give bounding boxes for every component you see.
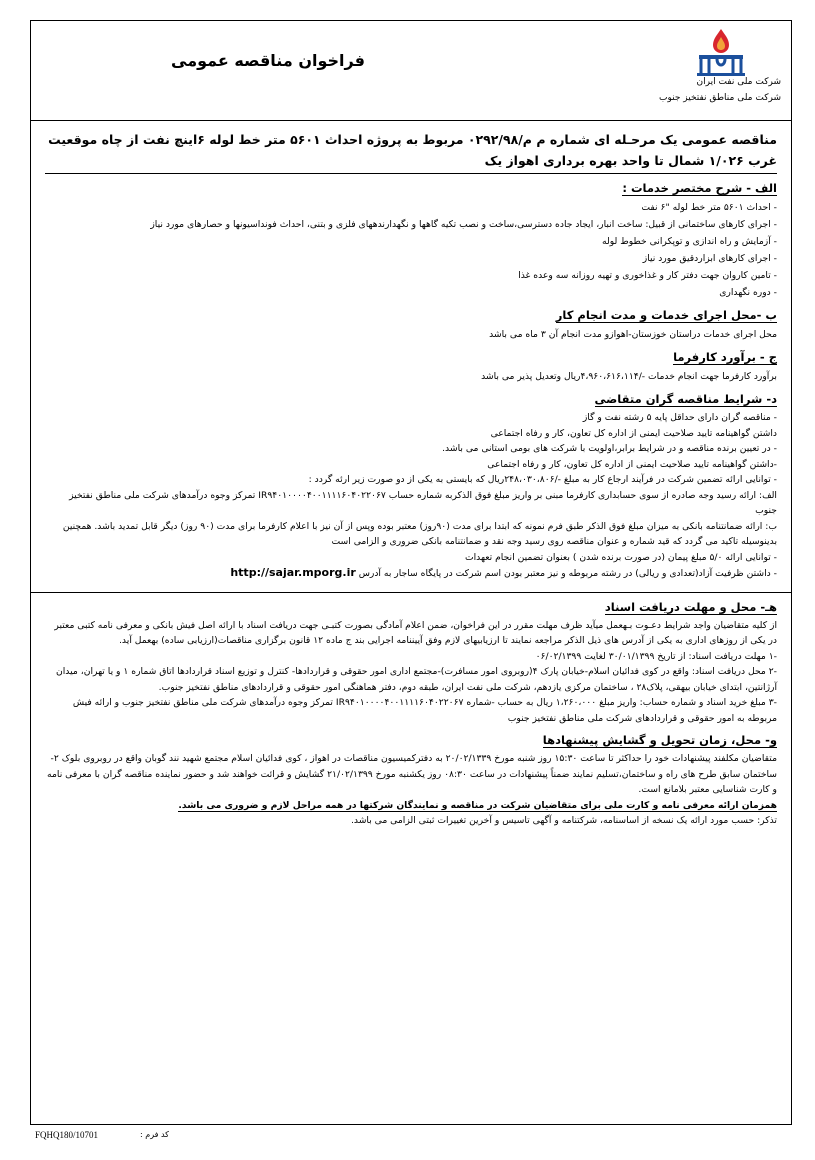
section-d-item: - توانایی ارائه ۵/۰ مبلغ پیمان (در صورت برنده شدن ) بعنوان تضمین انجام تعهدات xyxy=(464,551,777,563)
section-d-item: - در تعیین برنده مناقصه و در شرایط برابر،اولویت با شرکت های بومی استانی می باشد. xyxy=(442,443,777,454)
section-v-text: متقاضیان مکلفند پیشنهادات خود را حداکثر تا ساعت ۱۵:۳۰ روز شنبه مورخ ۲۰/۰۲/۱۳۳۹ به دفترکمیسیون مناقصات در اهواز ، کوی فدائیان اسلام مجتمع شهید نند گوبان واقع در روبروی بلوک ۲- ساختمان سابق طرح های راه و ساختمان،تسلیم نمایند ضمناً پیشنهادات در ساعت ۰۸:۳۰ روز یکشنبه مورخ ۲۱/۰۲/۱۳۹۹ گشایش و قرائت خواهند شد و حضور نماینده مناقصه گران با معرفی نامه و کارت شناسایی معتبر بلامانع است. xyxy=(47,753,777,795)
section-a-item: - دوره نگهداری xyxy=(719,287,777,298)
document-header xyxy=(31,21,791,121)
section-d-item: -داشتن گواهینامه تایید صلاحیت ایمنی از اداره کل تعاون، کار و رفاه اجتماعی xyxy=(487,458,777,470)
tender-main-title: مناقصه عمومی یک مرحـله ای شماره م م/۰۲۹۲/۹۸ مربوط به پروژه احداث ۵۶۰۱ متر خط لوله ۶اینچ نفت از چاه موقعیت غرب ۱/۰۲۶ شمال تا واحد بهره برداری اهواز یک xyxy=(45,129,777,174)
section-a-heading: الف - شرح مختصر خدمات : xyxy=(622,181,777,195)
section-b-text: محل اجرای خدمات دراستان خوزستان-اهوازو مدت انجام آن ۳ ماه می باشد xyxy=(489,329,777,340)
section-d-heading: د- شرایط مناقصه گران متقاضی xyxy=(594,392,777,406)
section-a-item: - اجرای کارهای ابزاردقیق مورد نیاز xyxy=(642,253,777,264)
section-d-capacity-text: - داشتن ظرفیت آزاد(تعدادی و ریالی) در رشته مربوطه و نیز معتبر بودن اسم شرکت در پایگاه ساجار به آدرس xyxy=(358,568,777,579)
section-h-item: -۳ مبلغ خرید اسناد و شماره حساب: واریز مبلغ ۱،۲۶۰،۰۰۰ ریال به حساب -شماره IR۹۴۰۱۰۰۰۰۴۰۰۱۱۱۱۶۰۴۰۲۲۰۶۷ تمرکز وجوه درآمدهای شرکت ملی مناطق نفتخیز جنوب و ارائه فیش مربوطه به امور حقوقی و قراردادهای شرکت ملی مناطق نفتخیز جنوب xyxy=(72,697,777,724)
nioc-logo-icon xyxy=(691,27,751,79)
section-a-item: - اجرای کارهای ساختمانی از قبیل: ساخت انبار، ایجاد جاده دسترسی،ساخت و نصب تکیه گاهها و نگهدارندههای فلزی و بتنی، احداث فونداسیونها و حصارهای مورد نیاز xyxy=(150,219,777,230)
section-v-bold-note: همزمان ارائه معرفی نامه و کارت ملی برای متقاضیان شرکت در مناقصه و نمایندگان شرکتها در همه مراحل لازم و ضروری می باشد. xyxy=(178,799,777,811)
section-d-item: ب: ارائه ضمانتنامه بانکی به میزان مبلغ فوق الذکر طبق فرم نمونه که ابتدا برای مدت (۹۰روز) معتبر بوده وپس از آن نیز با اعلام کارفرما برای مدت (۹۰ روز) دیگر قابل تمدید باشد. همچنین بدینوسیله تاکید می گردد که قید شماره و عنوان مناقصه روی رسید وجه نقد و ضمانتنامه بانکی ضروری و الزامی است xyxy=(62,520,777,547)
section-d-item xyxy=(45,565,777,582)
sajar-url-link[interactable]: http://sajar.mporg.ir xyxy=(230,566,356,579)
company-name-nioc: شرکت ملی نفت ایران xyxy=(696,77,781,87)
form-code: FQHQ180/10701 xyxy=(35,1130,99,1140)
section-c-text: برآورد کارفرما جهت انجام خدمات -/۴،۹۶۰،۶۱۶،۱۱۴ریال وتعدیل پذیر می باشد xyxy=(481,371,777,382)
section-a-item: - آزمایش و راه اندازی و توپکرانی خطوط لوله xyxy=(602,236,777,247)
form-code-label: کد فرم : xyxy=(140,1130,169,1139)
document-frame xyxy=(30,20,792,1125)
section-h-item: از کلیه متقاضیان واجد شرایط دعـوت بـهعمل میآید ظرف مهلت مقرر در این فراخوان، ضمن اعلام آمادگی بصورت کتبـی جهت دریافت اسناد با ارائه اصل فیش بانکی و معرفی نامه کتبی معتبر در یکی از روزهای اداری به یکی از آدرس های ذیل الذکر مراجعه نمایند تا ارزیابیهای لازم وفق آییننامه اجرایی بند ج ماده ۱۲ قانون برگزاری مناقصات(ارزیابی ساده) بهعمل آید. xyxy=(54,619,777,646)
section-d-item: الف: ارائه رسید وجه صادره از سوی حسابداری کارفرما مبنی بر واریز مبلغ فوق الذکربه شماره حساب IR۹۴۰۱۰۰۰۰۴۰۰۱۱۱۱۶۰۴۰۲۲۰۶۷ تمرکز وجوه درآمدهای شرکت ملی مناطق نفتخیز جنوب xyxy=(69,489,777,516)
section-d-item: - مناقصه گران دارای حداقل پایه ۵ رشته نفت و گاز xyxy=(582,412,777,423)
page-title: فراخوان مناقصه عمومی xyxy=(171,51,365,70)
section-a-item: - احداث ۵۶۰۱ متر خط لوله "۶ نفت xyxy=(641,202,777,213)
section-d-item: - توانایی ارائه تضمین شرکت در فرآیند ارجاع کار به مبلغ -/۲۴۸،۰۳۰،۸۰۶ریال که بایستی به یکی از دو صورت زیر ارئه گردد : xyxy=(308,474,777,485)
section-h-item: -۲ محل دریافت اسناد: واقع در کوی فدائیان اسلام-خیابان پارک ۴(روبروی امور مسافرت)-مجتمع اداری امور حقوقی و قراردادها- کنترل و توزیع اسناد قراردادها اتاق شماره ۱ و یا تهران، میدان آرژانتین، ابتدای خیابان بیهقی، پلاک۲۸ ، ساختمان مرکزی یازدهم، شرکت ملی نفت ایران، طبقه دوم، دفتر هماهنگی امور حقوقی و قراردادهای مناطق نفتخیز جنوب. xyxy=(56,666,777,693)
section-h-item: -۱ مهلت دریافت اسناد: از تاریخ ۳۰/۰۱/۱۳۹۹ لغایت ۰۶/۰۲/۱۳۹۹ xyxy=(535,650,777,662)
document-body xyxy=(45,129,777,829)
section-v-note: تذکر: حسب مورد ارائه یک نسخه از اساسنامه، شرکتنامه و آگهی تاسیس و آخرین تغییرات ثبتی الزامی می باشد. xyxy=(350,815,777,826)
section-h-heading: هـ- محل و مهلت دریافت اسناد xyxy=(604,599,777,614)
section-v-heading: و- محل، زمان تحویل و گشایش پیشنهادها xyxy=(542,733,777,747)
section-b-heading: ب -محل اجرای خدمات و مدت انجام کار xyxy=(555,308,777,322)
section-c-heading: ج - برآورد کارفرما xyxy=(673,350,777,364)
company-name-nisoc: شرکت ملی مناطق نفتخیز جنوب xyxy=(659,93,781,103)
section-a-item: - تامین کاروان جهت دفتر کار و غذاخوری و تهیه روزانه سه وعده غذا xyxy=(518,270,777,281)
section-d-item: داشتن گواهینامه تایید صلاحیت ایمنی از اداره کل تعاون، کار و رفاه اجتماعی xyxy=(490,427,777,439)
